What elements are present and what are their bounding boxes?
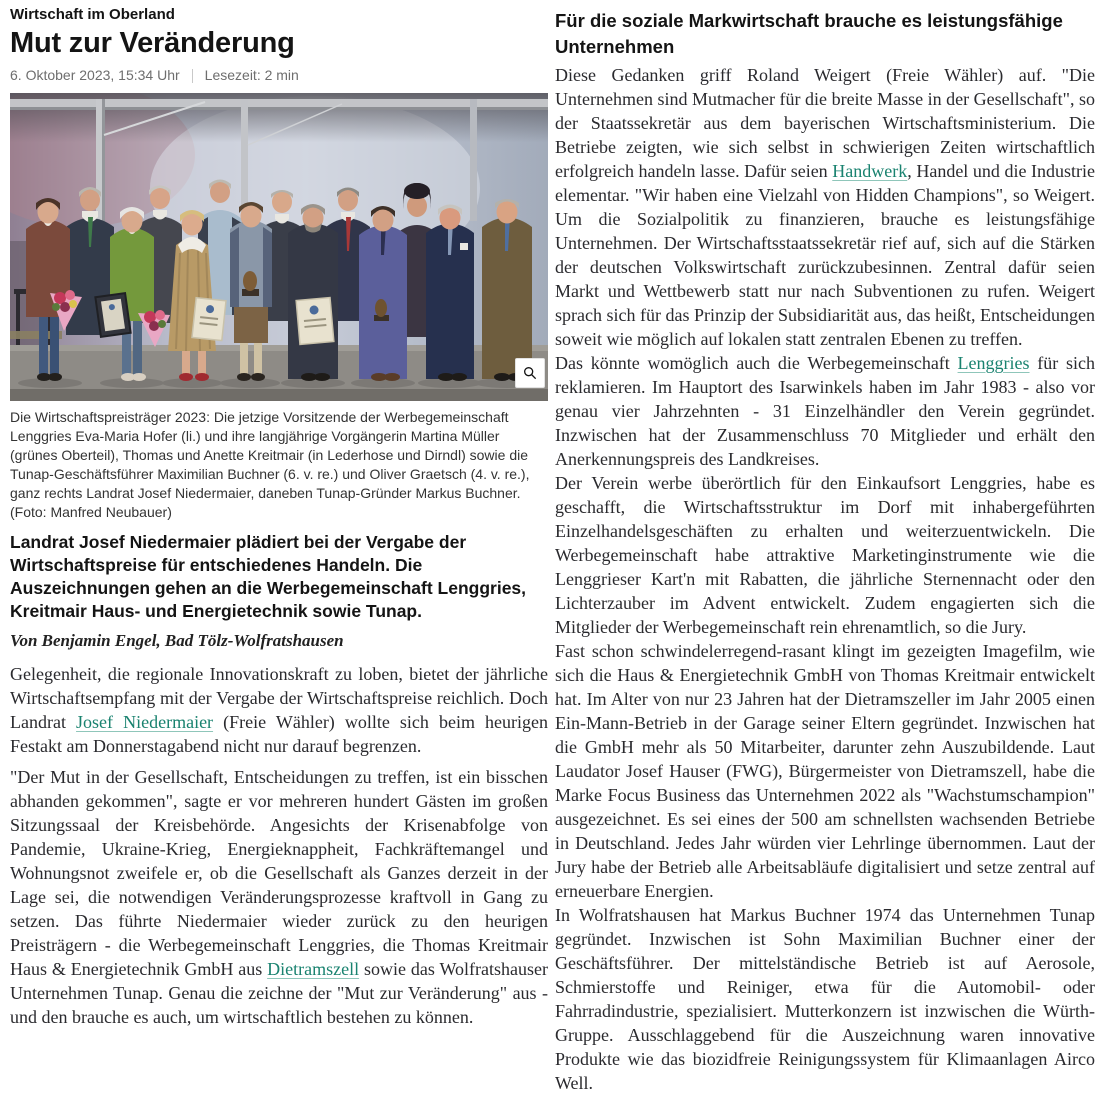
- text-run: Fast schon schwindelerregend-rasant klingt im gezeigten Imagefilm, wie sich die Haus & Energietechnik GmbH von Thomas Kreitmair entwickelt hat. Im Alter von nur 23 Jahren hat der Dietramszeller im Jahr 2005 einen Ein-Mann-Betrieb in der Garage seiner Eltern gegründet. Inzwischen hat die GmbH mehr als 50 Mitarbeiter, darunter zehn Auszubildende. Laut Laudator Josef Hauser (FWG), Bürgermeister von Dietramszell, habe die Marke Focus Business das Unternehmen 2022 als "Wachstumschampion" ausgezeichnet. Es sei eines der 500 am schnellsten wachsenden Betriebe in Deutschland. Jedes Jahr würden vier Lehrlinge übernommen. Laut der Jury habe der Betrieb alle Arbeitsabläufe digitalisiert und setze zentral auf erneuerbare Energien.: [555, 641, 1095, 901]
- paragraph-right-4: [555, 639, 1095, 903]
- meta-divider: [192, 69, 193, 83]
- link-dietramszell[interactable]: Dietramszell: [267, 959, 360, 980]
- person-man-purple-suit: [359, 206, 407, 381]
- paragraph-right-2: [555, 351, 1095, 471]
- person-man-navy-pocket-square: [426, 205, 474, 382]
- paragraph-right-5: [555, 903, 1095, 1095]
- text-run: Diese Gedanken griff Roland Weigert (Freie Wähler) auf. "Die Unternehmen sind Mutmacher für die breite Masse in der Gesellschaft", so der Staatssekretär aus dem bayerischen Wirtschaftsministerium. Die Betriebe zeigten, wie sich selbst in schwierigen Zeiten wirtschaftlich erfolgreich handeln lasse. Dafür seien: [555, 65, 1095, 181]
- section-heading: Für die soziale Markwirtschaft brauche es leistungsfähige Unternehmen: [555, 10, 1063, 57]
- group-photo-illustration: [10, 93, 548, 401]
- certificate-white: [192, 298, 226, 341]
- text-run: , Handel und die Industrie elementar. "Wir haben eine Vielzahl von Hidden Champions", so Weigert. Um die Sozialpolitik zu finanzieren, brauche es leistungsfähige Unternehmen. Der Wirtschaftsstaatssekretär rief auf, sich auf die Stärken der deutschen Volkswirtschaft zurückzubesinnen. Zentral dafür seien Markt und Wettbewerb statt nur nach Subventionen zu rufen. Weigert sprach sich für das Prinzip der Subsidiarität aus, das heißt, Entscheidungen soweit wie möglich auf lokalen statt zentralen Ebenen zu treffen.: [555, 161, 1096, 349]
- person-man-olive-suit: [482, 199, 532, 381]
- meta-row: [10, 67, 548, 84]
- certificate-cream: [296, 298, 334, 345]
- text-run: "Der Mut in der Gesellschaft, Entscheidungen zu treffen, ist ein bisschen abhanden gekommen", sagte er vor mehreren hundert Gästen im großen Sitzungssaal der Kreisbehörde. Angesichts der Krisenabfolge von Pandemie, Ukraine-Krieg, Energieknappheit, Fachkräftemangel und Wohnungsnot zweifele er, ob die Gesellschaft als Ganzes derzeit in der Lage sei, die notwendigen Veränderungsprozesse kraftvoll in Gang zu setzen. Das führte Niedermaier wieder zurück zu den heurigen Preisträgern - die Werbegemeinschaft Lenggries, die Thomas Kreitmair Haus & Energietechnik GmbH aus: [10, 767, 548, 980]
- link-handwerk[interactable]: Handwerk: [832, 161, 908, 181]
- paragraph-right-1: [555, 63, 1095, 351]
- headline: Mut zur Veränderung: [10, 27, 295, 59]
- text-run: Das könnte womöglich auch die Werbegemeinschaft: [555, 353, 958, 373]
- photo-caption: Die Wirtschaftspreisträger 2023: Die jetzige Vorsitzende der Werbegemeinschaft Lenggries Eva-Maria Hofer (li.) und ihre langjährige Vorgängerin Martina Müller (grünes Oberteil), Thomas und Anette Kreitmair (in Lederhose und Dirndl) sowie die Tunap-Geschäftsführer Maximilian Buchner (6. v. re.) und Oliver Graetsch (4. v. re.), ganz rechts Landrat Josef Niedermaier, daneben Tunap-Gründer Markus Buchner. (Foto: Manfred Neubauer): [10, 409, 530, 521]
- kicker: Wirtschaft im Oberland: [10, 6, 175, 23]
- link-josef-niedermaier[interactable]: Josef Niedermaier: [76, 712, 214, 733]
- paragraph-left-1: [10, 662, 548, 758]
- text-run: Der Verein werbe überörtlich für den Einkaufsort Lenggries, habe es geschafft, die Wirtschaftsstruktur im Dorf mit inhabergeführten Einzelhandelsgeschäften zu erhalten und weiterzuentwickeln. Die Werbegemeinschaft habe attraktive Marketinginstrumente wie die Lenggrieser Kart'n mit Rabatten, die jährliche Sternennacht oder den Lichterzauber im Advent entwickelt. Zudem engagierten sich die Mitglieder der Werbegemeinschaft rein ehrenamtlich, so die Jury.: [555, 473, 1095, 637]
- text-run: In Wolfratshausen hat Markus Buchner 1974 das Unternehmen Tunap gegründet. Inzwischen ist Sohn Maximilian Buchner einer der Geschäftsführer. Der mittelständische Betrieb ist auf Aerosole, Schmierstoffe und Reiniger, etwa für die Automobil- oder Fahrradindustrie, spezialisiert. Mutterkonzern ist inzwischen die Würth-Gruppe. Ausschlaggebend für die Auszeichnung waren innovative Produkte wie das biozidfreie Reinigungssystem für Klimaanlagen Airco Well.: [555, 905, 1095, 1093]
- article-photo: [10, 93, 548, 401]
- text-run: sowie das Wolfratshauser Unternehmen Tunap. Genau die zeichne der "Mut zur Veränderung" aus - und den brauche es auch, um wirtschaftlich bestehen zu können.: [10, 959, 548, 1028]
- person-man-beard-certificate: [288, 204, 338, 381]
- paragraph-left-2: [10, 765, 548, 1029]
- reading-time: Lesezeit: 2 min: [204, 67, 299, 84]
- text-run: (Freie Wähler) wollte sich beim heurigen Festakt am Donnerstagabend nicht nur darauf begrenzen.: [10, 712, 549, 757]
- article-column-left: [10, 0, 548, 1095]
- photo-zoom-button[interactable]: [515, 358, 545, 388]
- text-run: für sich reklamieren. Im Hauptort des Isarwinkels haben im Jahr 1983 - also vor genau vier Jahrzehnten - 31 Einzelhändler den Verein gegründet. Inzwischen hat der Zusammenschluss 70 Mitglieder und erhält den Anerkennungspreis des Landkreises.: [555, 353, 1095, 469]
- magnifier-icon: [522, 365, 538, 381]
- publish-date: 6. Oktober 2023, 15:34 Uhr: [10, 67, 180, 84]
- link-lenggries[interactable]: Lenggries: [957, 353, 1030, 373]
- byline: Von Benjamin Engel, Bad Tölz-Wolfratshausen: [10, 631, 344, 651]
- text-run: Gelegenheit, die regionale Innovationskraft zu loben, bietet der jährliche Wirtschaftsempfang mit der Vergabe der Wirtschaftspreise reichlich. Doch Landrat: [10, 664, 548, 733]
- certificate-frame-dark: [95, 293, 130, 337]
- paragraph-right-3: [555, 471, 1095, 639]
- article-column-right: [555, 0, 1095, 1095]
- lede: Landrat Josef Niedermaier plädiert bei der Vergabe der Wirtschaftspreise für entschiedenes Handeln. Die Auszeichnungen gehen an die Werbegemeinschaft Lenggries, Kreitmair Haus- und Energietechnik sowie Tunap.: [10, 532, 527, 622]
